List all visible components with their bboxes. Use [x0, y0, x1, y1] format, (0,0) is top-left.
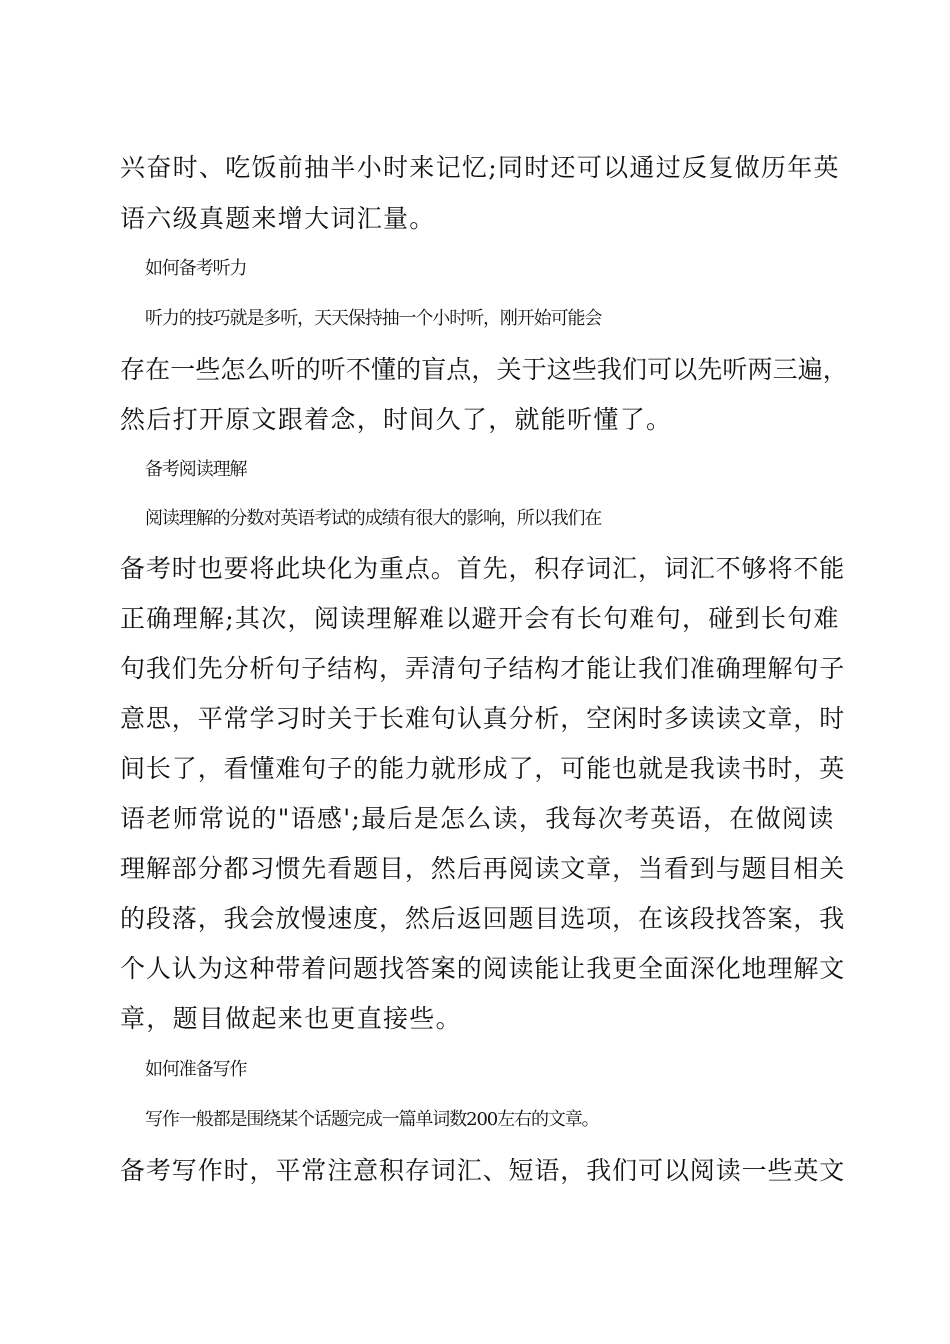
paragraph-line: 句我们先分析句子结构，弄清句子结构才能让我们准确理解句子 — [120, 654, 846, 683]
paragraph-line: 语六级真题来增大词汇量。 — [120, 204, 436, 233]
section-heading-listening: 如何备考听力 — [145, 258, 247, 279]
paragraph-line: 个人认为这种带着问题找答案的阅读能让我更全面深化地理解文 — [120, 954, 846, 983]
paragraph-line: 备考时也要将此块化为重点。首先，积存词汇，词汇不够将不能 — [120, 554, 846, 583]
paragraph-line: 阅读理解的分数对英语考试的成绩有很大的影响，所以我们在 — [145, 508, 602, 529]
section-heading-writing: 如何准备写作 — [145, 1059, 247, 1080]
paragraph-line: 理解部分都习惯先看题目，然后再阅读文章，当看到与题目相关 — [120, 854, 846, 883]
paragraph-line: 意思，平常学习时关于长难句认真分析，空闲时多读读文章，时 — [120, 704, 846, 733]
paragraph-line: 的段落，我会放慢速度，然后返回题目选项，在该段找答案，我 — [120, 904, 846, 933]
paragraph-line: 然后打开原文跟着念，时间久了，就能听懂了。 — [120, 405, 673, 434]
paragraph-line: 正确理解;其次，阅读理解难以避开会有长句难句，碰到长句难 — [120, 604, 840, 633]
paragraph-line: 兴奋时、吃饭前抽半小时来记忆;同时还可以通过反复做历年英 — [120, 153, 840, 182]
paragraph-line: 章，题目做起来也更直接些。 — [120, 1004, 462, 1033]
paragraph-line: 间长了，看懂难句子的能力就形成了，可能也就是我读书时，英 — [120, 754, 846, 783]
section-heading-reading: 备考阅读理解 — [145, 459, 247, 480]
paragraph-line: 写作一般都是围绕某个话题完成一篇单词数200左右的文章。 — [145, 1109, 599, 1130]
paragraph-line: 存在一些怎么听的听不懂的盲点，关于这些我们可以先听两三遍， — [120, 355, 848, 384]
paragraph-line: 语老师常说的"语感';最后是怎么读，我每次考英语，在做阅读 — [120, 804, 835, 833]
paragraph-line: 备考写作时，平常注意积存词汇、短语，我们可以阅读一些英文 — [120, 1156, 846, 1185]
paragraph-line: 听力的技巧就是多听，天天保持抽一个小时听，刚开始可能会 — [145, 308, 602, 329]
